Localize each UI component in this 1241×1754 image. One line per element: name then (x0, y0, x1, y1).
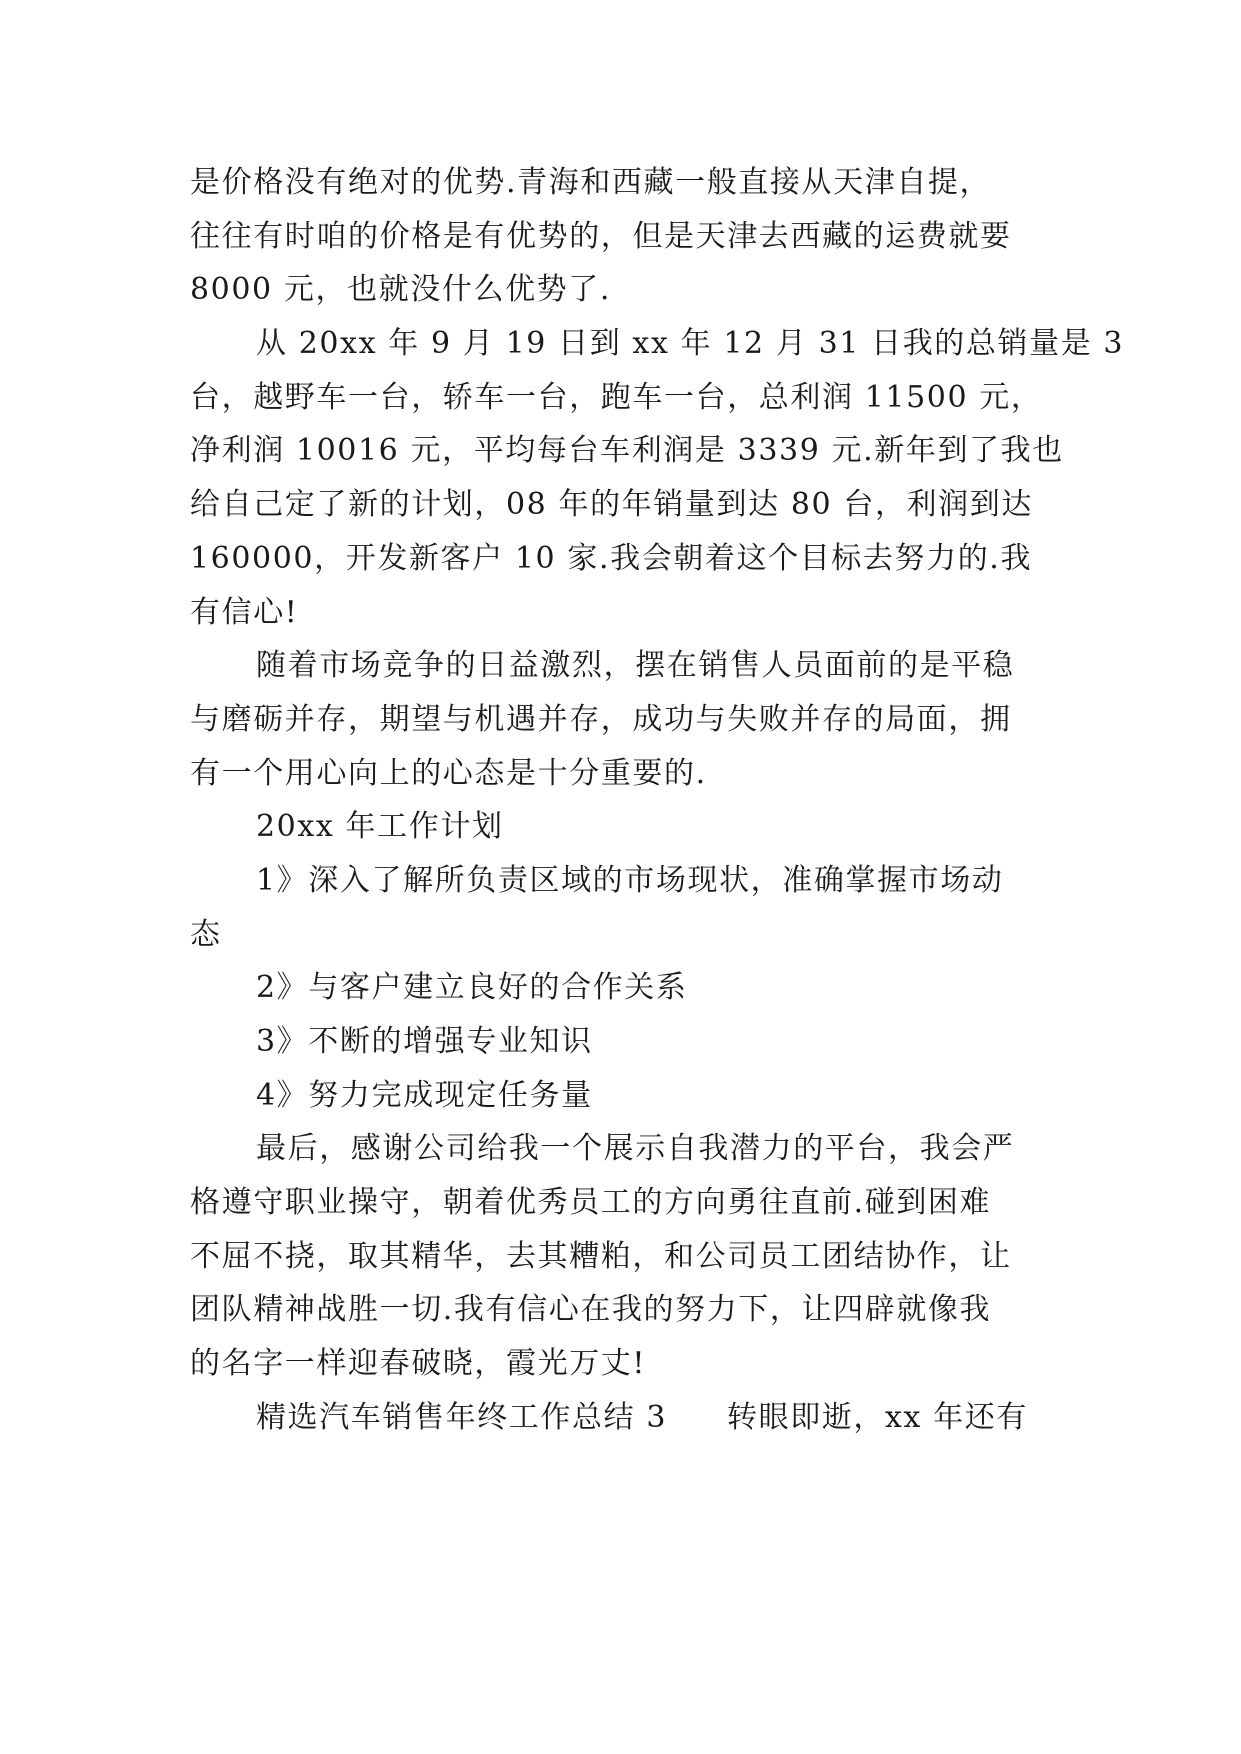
text-line: 团队精神战胜一切.我有信心在我的努力下，让四辟就像我 (190, 1292, 992, 1328)
text-line: 态 (190, 916, 222, 952)
plan-item: 3》不断的增强专业知识 (256, 1024, 593, 1059)
plan-item: 1》深入了解所负责区域的市场现状，准确掌握市场动 (256, 862, 1004, 898)
text-line: 格遵守职业操守，朝着优秀员工的方向勇往直前.碰到困难 (190, 1185, 992, 1221)
text-line: 最后，感谢公司给我一个展示自我潜力的平台，我会严 (256, 1131, 1015, 1167)
text-line: 与磨砺并存，期望与机遇并存，成功与失败并存的局面，拥 (190, 701, 1012, 737)
next-section-text: 转眼即逝，xx 年还有 (727, 1399, 1029, 1435)
text-line: 台，越野车一台，轿车一台，跑车一台，总利润 11500 元， (190, 379, 1043, 415)
section-heading: 20xx 年工作计划 (256, 809, 504, 845)
text-line: 从 20xx 年 9 月 19 日到 xx 年 12 月 31 日我的总销量是 3 (256, 326, 1125, 362)
text-line: 8000 元，也就没什么优势了. (190, 272, 612, 308)
text-line: 往往有时咱的价格是有优势的，但是天津去西藏的运费就要 (190, 218, 1012, 254)
next-section-heading: 精选汽车销售年终工作总结 3 (256, 1399, 668, 1435)
text-line: 随着市场竞争的日益激烈，摆在销售人员面前的是平稳 (256, 648, 1015, 684)
plan-item: 2》与客户建立良好的合作关系 (256, 970, 688, 1006)
text-line: 160000，开发新客户 10 家.我会朝着这个目标去努力的.我 (190, 540, 1033, 576)
text-line: 有信心! (190, 594, 299, 630)
text-line (190, 1391, 1060, 1445)
plan-item: 4》努力完成现定任务量 (256, 1077, 593, 1113)
text-line: 的名字一样迎春破晓，霞光万丈! (190, 1346, 647, 1382)
text-line: 净利润 10016 元，平均每台车利润是 3339 元.新年到了我也 (190, 433, 1064, 469)
text-line: 有一个用心向上的心态是十分重要的. (190, 755, 707, 791)
text-line: 是价格没有绝对的优势.青海和西藏一般直接从天津自提， (190, 165, 992, 200)
text-line: 给自己定了新的计划，08 年的年销量到达 80 台，利润到达 (190, 487, 1033, 523)
text-line: 不屈不挠，取其精华，去其糟粕，和公司员工团结协作，让 (190, 1238, 1012, 1274)
document-body (190, 156, 1125, 1445)
